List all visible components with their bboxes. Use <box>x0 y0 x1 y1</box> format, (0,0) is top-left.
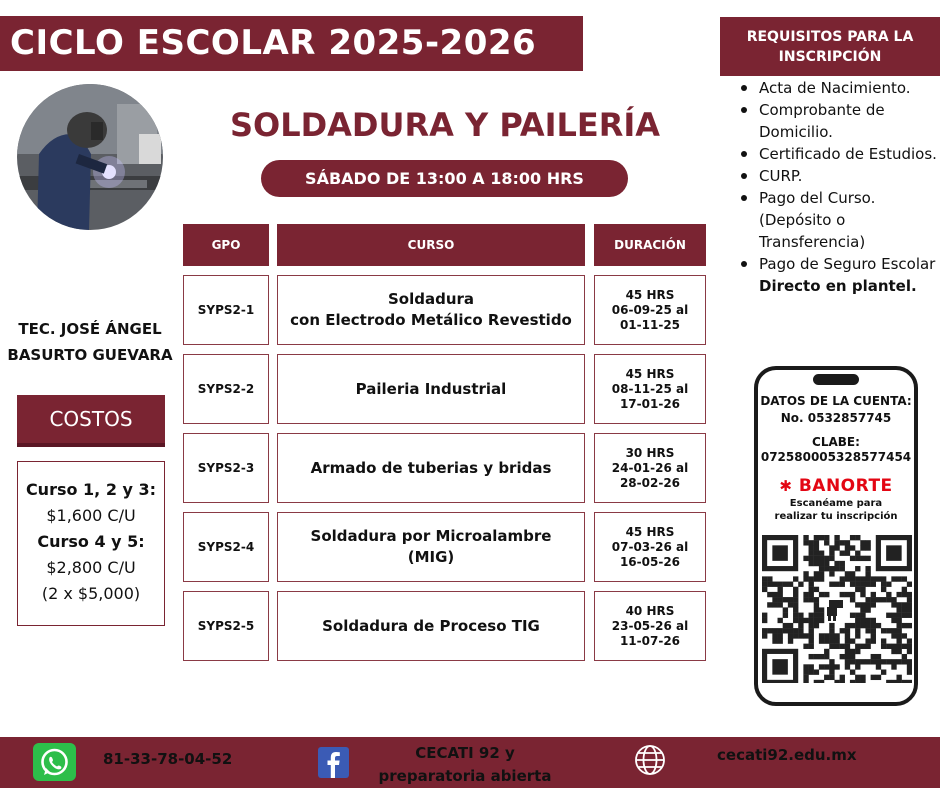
globe-icon <box>634 744 666 776</box>
course-cell <box>277 275 585 345</box>
header-course: CURSO <box>277 224 585 266</box>
cost-price-1: $1,600 C/U <box>46 506 136 525</box>
footer-website[interactable]: cecati92.edu.mx <box>717 746 857 764</box>
course-name-2: con Electrodo Metálico Revestido <box>290 311 572 329</box>
requirement-emphasis: Directo en plantel. <box>759 277 917 295</box>
duration-cell <box>594 591 706 661</box>
cost-price-2: $2,800 C/U <box>46 558 136 577</box>
duration-hours: 45 HRS <box>625 287 675 302</box>
welder-photo <box>17 84 163 230</box>
requirements-list <box>740 77 940 297</box>
scan-line1: Escanéame para <box>789 498 883 509</box>
facebook-line1: CECATI 92 y <box>415 744 515 762</box>
clabe-number: 072580005328577454 <box>760 450 912 464</box>
duration-to: 28-02-26 <box>619 475 681 490</box>
course-cell <box>277 512 585 582</box>
course-cell <box>277 354 585 424</box>
group-cell: SYPS2-4 <box>183 512 269 582</box>
whatsapp-icon <box>33 743 76 781</box>
duration-to: 17-01-26 <box>619 396 681 411</box>
duration-from: 23-05-26 al <box>611 618 689 633</box>
teacher-line1: TEC. JOSÉ ÁNGEL <box>18 320 162 338</box>
duration-from: 07-03-26 al <box>611 539 689 554</box>
duration-from: 06-09-25 al <box>611 302 689 317</box>
bank-name: BANORTE <box>798 476 893 496</box>
duration-hours: 45 HRS <box>625 366 675 381</box>
account-info <box>758 393 914 427</box>
course-title: SOLDADURA Y PAILERÍA <box>229 106 661 144</box>
payment-phone <box>754 366 918 706</box>
requirement-item: CURP. <box>740 165 940 187</box>
facebook-icon <box>318 747 349 778</box>
requirement-text: Pago de Seguro Escolar <box>759 255 936 273</box>
account-number: No. 0532857745 <box>780 411 892 425</box>
requirement-item: Comprobante de Domicilio. <box>740 99 940 143</box>
phone-notch <box>813 374 859 385</box>
duration-to: 01-11-25 <box>619 317 681 332</box>
duration-cell <box>594 433 706 503</box>
course-name: Paileria Industrial <box>355 379 507 398</box>
teacher-line2: BASURTO GUEVARA <box>7 346 173 364</box>
course-name-2: (MIG) <box>407 548 455 566</box>
requirement-item: Acta de Nacimiento. <box>740 77 940 99</box>
clabe-info <box>758 435 914 465</box>
course-name: Armado de tuberias y bridas <box>310 458 552 477</box>
cost-note: (2 x $5,000) <box>41 584 141 603</box>
banorte-icon: ✱ <box>779 477 793 495</box>
costs-title: COSTOS <box>17 395 165 447</box>
group-cell: SYPS2-3 <box>183 433 269 503</box>
cost-label-2: Curso 4 y 5: <box>37 532 145 551</box>
scan-line2: realizar tu inscripción <box>774 511 898 522</box>
group-cell: SYPS2-2 <box>183 354 269 424</box>
duration-to: 16-05-26 <box>619 554 681 569</box>
duration-to: 11-07-26 <box>619 633 681 648</box>
costs-box <box>17 461 165 626</box>
account-title: DATOS DE LA CUENTA: <box>760 394 912 408</box>
course-name: Soldadura por Microalambre <box>310 527 552 545</box>
duration-cell <box>594 512 706 582</box>
footer-phone[interactable]: 81-33-78-04-52 <box>103 750 233 768</box>
course-cell <box>277 433 585 503</box>
header-duration: DURACIÓN <box>594 224 706 266</box>
header-group: GPO <box>183 224 269 266</box>
duration-cell <box>594 354 706 424</box>
group-cell: SYPS2-1 <box>183 275 269 345</box>
qr-code[interactable] <box>762 535 912 683</box>
schedule-badge: SÁBADO DE 13:00 A 18:00 HRS <box>261 160 628 197</box>
scan-text <box>758 497 914 523</box>
requirements-title: REQUISITOS PARA LA INSCRIPCIÓN <box>720 17 940 76</box>
cost-label-1: Curso 1, 2 y 3: <box>25 480 157 499</box>
duration-from: 24-01-26 al <box>611 460 689 475</box>
requirement-item <box>740 253 940 297</box>
duration-from: 08-11-25 al <box>611 381 689 396</box>
teacher-name <box>0 316 180 368</box>
course-name: Soldadura de Proceso TIG <box>322 616 540 635</box>
duration-hours: 30 HRS <box>625 445 675 460</box>
duration-hours: 45 HRS <box>625 524 675 539</box>
page-title: CICLO ESCOLAR 2025-2026 <box>0 16 583 71</box>
facebook-line2: preparatoria abierta <box>378 767 552 785</box>
requirement-item: Certificado de Estudios. <box>740 143 940 165</box>
course-cell <box>277 591 585 661</box>
bank-logo <box>758 476 914 496</box>
clabe-label: CLABE: <box>812 435 860 449</box>
duration-hours: 40 HRS <box>625 603 675 618</box>
duration-cell <box>594 275 706 345</box>
footer-facebook[interactable] <box>370 742 560 788</box>
group-cell: SYPS2-5 <box>183 591 269 661</box>
course-name: Soldadura <box>387 290 475 308</box>
requirement-item: Pago del Curso. (Depósito o Transferencia) <box>740 187 940 253</box>
